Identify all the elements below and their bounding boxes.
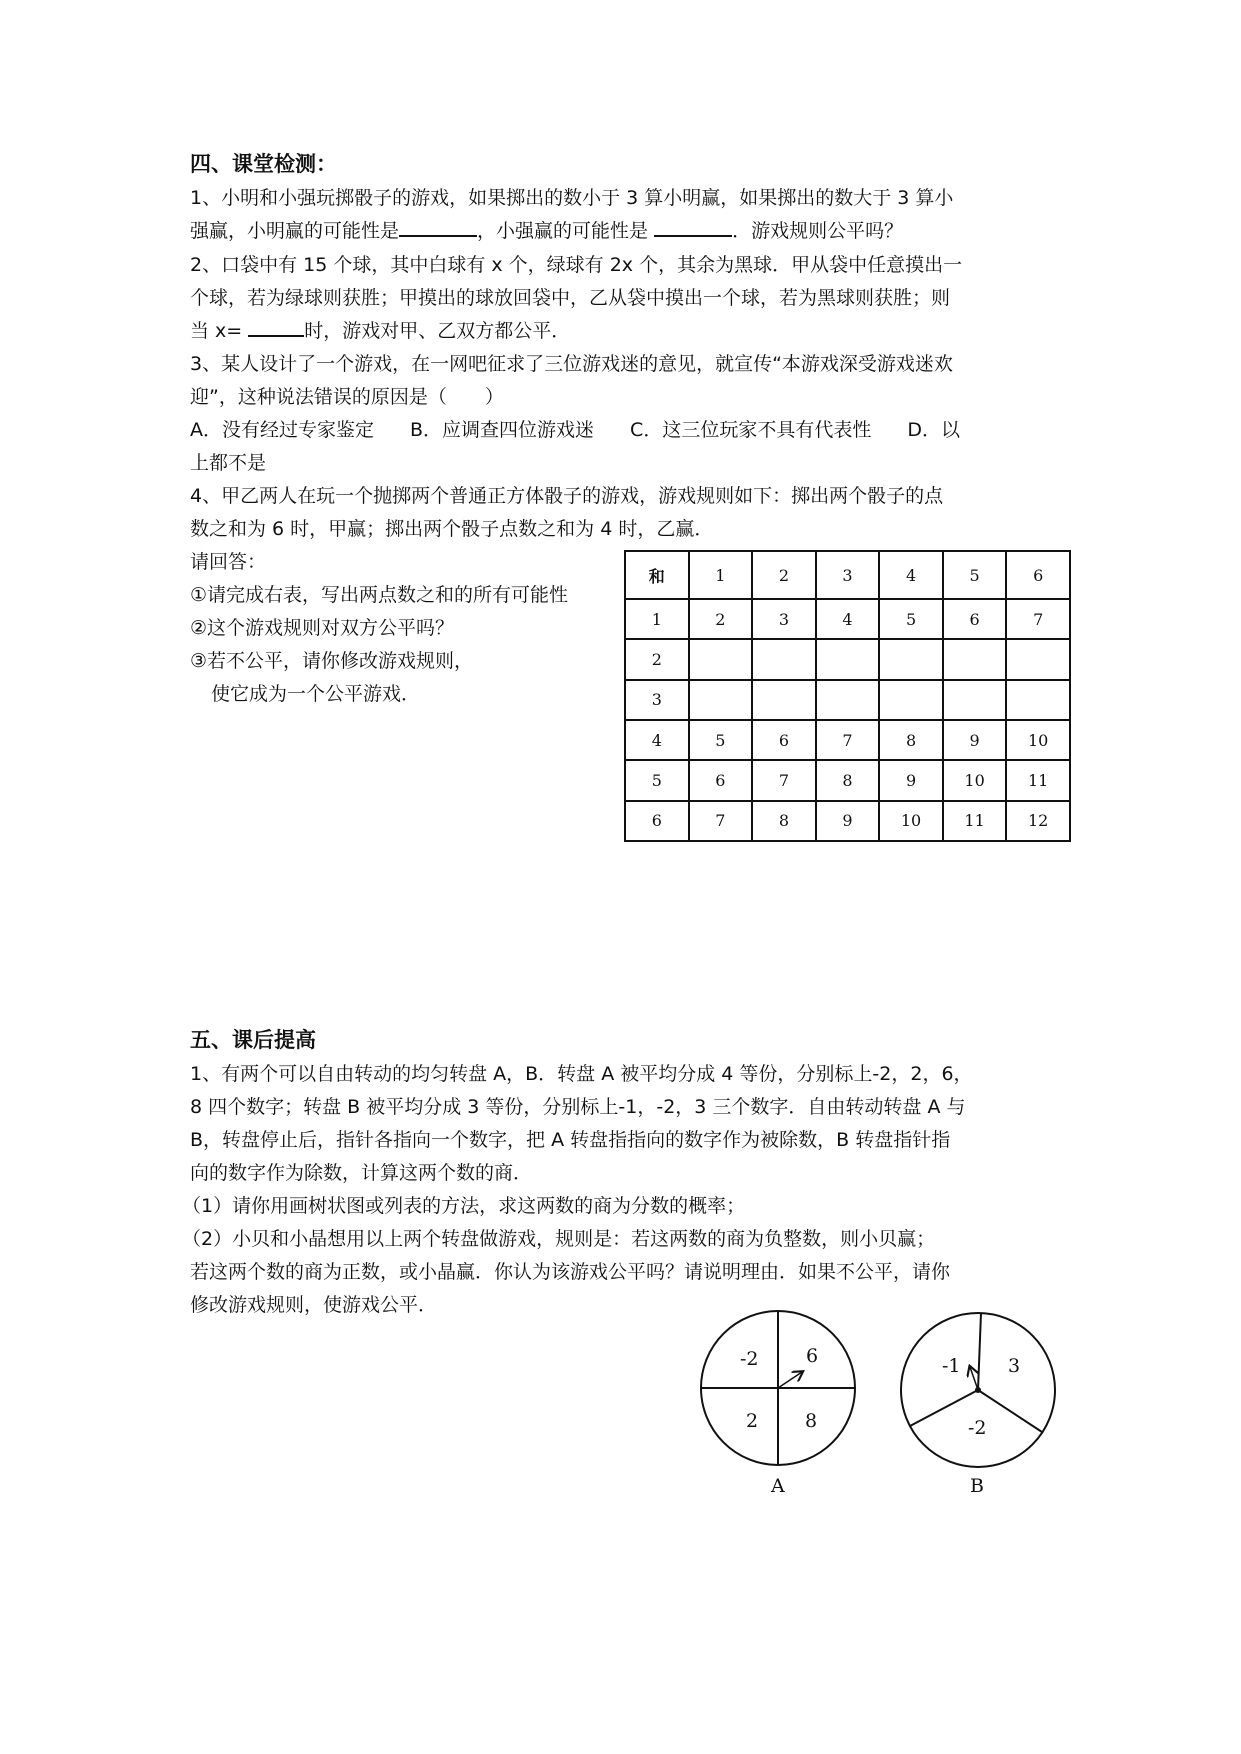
- table-cell: 4: [816, 599, 880, 639]
- spinner-a-label: A: [771, 1475, 785, 1497]
- table-cell: 6: [689, 760, 753, 800]
- q4-sub-3: ③若不公平，请你修改游戏规则，: [190, 650, 474, 672]
- q2-text-2: 时，游戏对甲、乙双方都公平．: [304, 320, 571, 342]
- q3-line-2: 迎”，这种说法错误的原因是（ ）: [190, 386, 504, 408]
- spinners-figure: [690, 1310, 1070, 1500]
- spinner-b-divider: [978, 1313, 981, 1390]
- spinner-b-center-dot: [975, 1387, 981, 1393]
- spinner-a-value: 8: [805, 1410, 818, 1432]
- table-row: [625, 760, 1070, 800]
- table-cell: 7: [816, 720, 880, 760]
- q1-line-2: [190, 215, 903, 248]
- section-4-heading: 四、课堂检测：: [190, 152, 337, 176]
- table-header-cell: 2: [752, 551, 816, 599]
- table-cell-blank[interactable]: [879, 680, 943, 720]
- table-cell: 5: [879, 599, 943, 639]
- q3-options: [190, 414, 960, 447]
- q4-sub-2: ②这个游戏规则对双方公平吗？: [190, 617, 455, 639]
- table-cell: 3: [625, 680, 689, 720]
- table-row: [625, 801, 1070, 841]
- section-5-heading: 五、课后提高: [190, 1028, 316, 1052]
- table-cell: 10: [1006, 720, 1070, 760]
- q1-text-1: 强赢，小明赢的可能性是: [190, 220, 400, 242]
- table-cell: 8: [752, 801, 816, 841]
- table-cell-blank[interactable]: [689, 639, 753, 679]
- table-cell-blank[interactable]: [816, 639, 880, 679]
- table-cell-blank[interactable]: [1006, 680, 1070, 720]
- spinner-a-value: 6: [806, 1345, 819, 1367]
- spinner-b-pointer-arrow-icon[interactable]: [970, 1367, 978, 1390]
- table-header-cell: 5: [943, 551, 1007, 599]
- table-cell: 1: [625, 599, 689, 639]
- table-cell-blank[interactable]: [943, 639, 1007, 679]
- table-cell: 4: [625, 720, 689, 760]
- s5-question-2: （2）小贝和小晶想用以上两个转盘做游戏，规则是：若这两数的商为负整数，则小贝赢；: [182, 1228, 936, 1250]
- table-cell: 10: [879, 801, 943, 841]
- answer-blank-xiaoqiang[interactable]: [654, 215, 732, 237]
- q4-line-1: 4、甲乙两人在玩一个抛掷两个普通正方体骰子的游戏，游戏规则如下：掷出两个骰子的点: [190, 485, 944, 507]
- table-cell: 7: [689, 801, 753, 841]
- table-cell: 9: [816, 801, 880, 841]
- q1-text-2: ，小强赢的可能性是: [477, 220, 649, 242]
- spinner-b-value: 3: [1008, 1355, 1021, 1377]
- table-cell: 2: [625, 639, 689, 679]
- spinner-b-divider: [978, 1390, 1042, 1432]
- s5-question-2-cont: 若这两个数的商为正数，或小晶赢．你认为该游戏公平吗？请说明理由．如果不公平，请你: [190, 1261, 951, 1283]
- q3-option-d: D．以: [907, 419, 960, 441]
- table-header-cell: 3: [816, 551, 880, 599]
- table-cell: 6: [943, 599, 1007, 639]
- s5-paragraph-line-1: 1、有两个可以自由转动的均匀转盘 A，B．转盘 A 被平均分成 4 等份，分别标上-2，2，6，: [190, 1063, 973, 1085]
- table-cell-blank[interactable]: [879, 639, 943, 679]
- table-cell: 8: [816, 760, 880, 800]
- s5-paragraph-line-2: 8 四个数字；转盘 B 被平均分成 3 等份，分别标上-1，-2，3 三个数字．自由转动转盘 A 与: [190, 1096, 966, 1118]
- q3-option-a: A．没有经过专家鉴定: [190, 419, 374, 441]
- spinner-a-pointer-arrow-icon[interactable]: [778, 1372, 802, 1388]
- q4-prompt: 请回答：: [190, 551, 267, 573]
- table-cell: 6: [752, 720, 816, 760]
- table-cell-blank[interactable]: [689, 680, 753, 720]
- s5-paragraph-line-4: 向的数字作为除数，计算这两个数的商．: [190, 1162, 533, 1184]
- table-cell: 5: [689, 720, 753, 760]
- table-cell-blank[interactable]: [943, 680, 1007, 720]
- spinner-b: [901, 1313, 1055, 1497]
- s5-question-1: （1）请你用画树状图或列表的方法，求这两数的商为分数的概率；: [182, 1195, 746, 1217]
- q3-option-c: C．这三位玩家不具有代表性: [630, 419, 872, 441]
- q3-option-d-cont: 上都不是: [190, 452, 267, 474]
- q1-text-3: ．游戏规则公平吗？: [732, 220, 904, 242]
- spinner-a: [701, 1311, 855, 1497]
- dice-sum-table: [624, 550, 1071, 842]
- table-row: [625, 599, 1070, 639]
- table-cell: 10: [943, 760, 1007, 800]
- table-cell-blank[interactable]: [816, 680, 880, 720]
- spinner-a-value: 2: [746, 1410, 759, 1432]
- q2-line-3: [190, 315, 570, 348]
- spinner-b-value: -2: [968, 1417, 987, 1439]
- s5-paragraph-line-3: B，转盘停止后，指针各指向一个数字，把 A 转盘指指向的数字作为被除数，B 转盘指针指: [190, 1129, 951, 1151]
- table-header-cell: 和: [625, 551, 689, 599]
- table-cell: 6: [625, 801, 689, 841]
- q4-sub-4: 使它成为一个公平游戏．: [211, 683, 421, 705]
- table-header-cell: 1: [689, 551, 753, 599]
- table-cell: 11: [1006, 760, 1070, 800]
- s5-question-2-end: 修改游戏规则，使游戏公平．: [190, 1294, 438, 1316]
- answer-blank-x[interactable]: [248, 315, 304, 337]
- q2-line-2: 个球，若为绿球则获胜；甲摸出的球放回袋中，乙从袋中摸出一个球，若为黑球则获胜；则: [190, 287, 951, 309]
- table-header-cell: 6: [1006, 551, 1070, 599]
- table-cell: 3: [752, 599, 816, 639]
- answer-blank-xiaoming[interactable]: [399, 215, 477, 237]
- spinner-b-label: B: [970, 1475, 984, 1497]
- q3-line-1: 3、某人设计了一个游戏，在一网吧征求了三位游戏迷的意见，就宣传“本游戏深受游戏迷欢: [190, 353, 953, 375]
- table-cell: 9: [943, 720, 1007, 760]
- table-header-row: [625, 551, 1070, 599]
- table-cell: 2: [689, 599, 753, 639]
- table-row: [625, 720, 1070, 760]
- spinner-a-value: -2: [740, 1348, 759, 1370]
- table-cell: 8: [879, 720, 943, 760]
- table-header-cell: 4: [879, 551, 943, 599]
- q1-line-1: 1、小明和小强玩掷骰子的游戏，如果掷出的数小于 3 算小明赢，如果掷出的数大于 3 算小: [190, 187, 954, 209]
- table-cell: 11: [943, 801, 1007, 841]
- q4-sub-1: ①请完成右表，写出两点数之和的所有可能性: [190, 584, 569, 606]
- table-cell: 5: [625, 760, 689, 800]
- table-cell: 12: [1006, 801, 1070, 841]
- spinner-b-value: -1: [942, 1355, 961, 1377]
- q4-line-2: 数之和为 6 时，甲赢；掷出两个骰子点数之和为 4 时，乙赢．: [190, 518, 714, 540]
- table-cell-blank[interactable]: [752, 639, 816, 679]
- table-cell: 7: [1006, 599, 1070, 639]
- table-row: [625, 639, 1070, 679]
- q2-text-1: 当 x=: [190, 320, 243, 342]
- table-cell: 9: [879, 760, 943, 800]
- q2-line-1: 2、口袋中有 15 个球，其中白球有 x 个，绿球有 2x 个，其余为黑球．甲从袋中任意摸出一: [190, 254, 963, 276]
- q3-option-b: B．应调查四位游戏迷: [410, 419, 595, 441]
- table-row: [625, 680, 1070, 720]
- table-cell-blank[interactable]: [752, 680, 816, 720]
- table-cell: 7: [752, 760, 816, 800]
- table-cell-blank[interactable]: [1006, 639, 1070, 679]
